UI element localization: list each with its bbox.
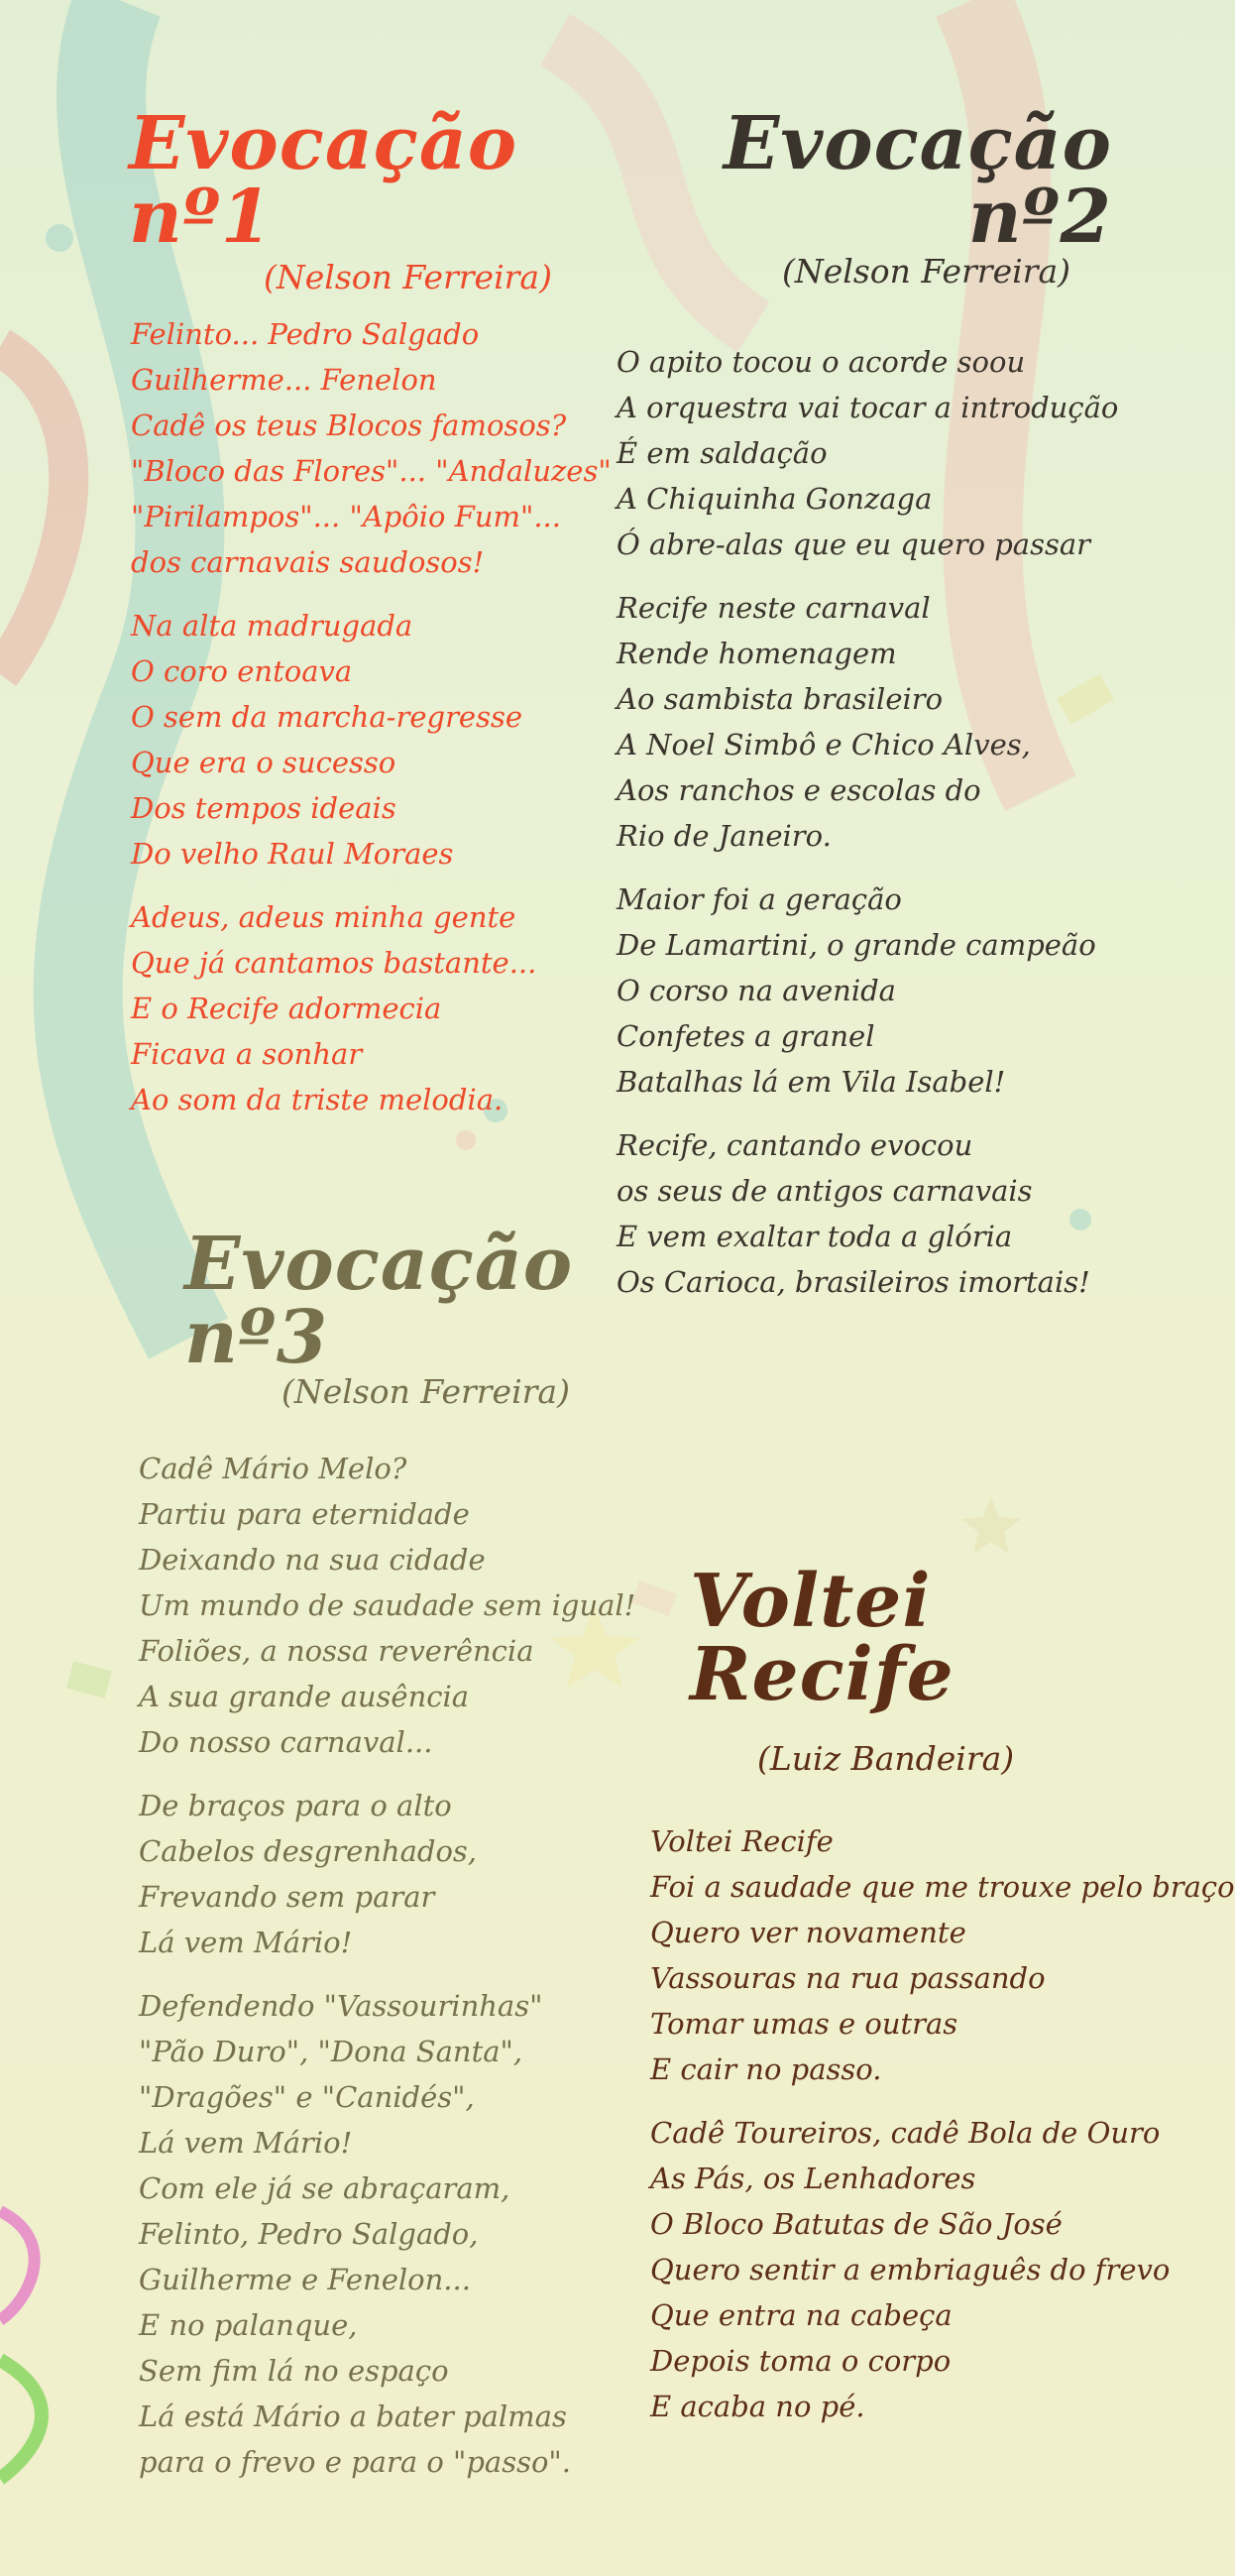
- lyric-line: E cair no passo.: [650, 2052, 882, 2087]
- lyric-line: A orquestra vai tocar a introdução: [617, 391, 1119, 425]
- lyric-line: E o Recife adormecia: [131, 992, 442, 1026]
- lyric-line: Guilherme... Fenelon: [131, 363, 437, 398]
- lyric-line: Que já cantamos bastante...: [131, 946, 537, 981]
- lyric-line: Vassouras na rua passando: [650, 1961, 1046, 1996]
- lyric-line: Lá vem Mário!: [139, 1926, 353, 1960]
- evocacao-2-lyrics: [617, 339, 1132, 1305]
- evocacao-3-lyrics: [139, 1446, 636, 2485]
- lyric-line: Cadê Mário Melo?: [139, 1452, 407, 1486]
- lyric-line: As Pás, os Lenhadores: [650, 2162, 976, 2196]
- voltei-recife: [626, 1559, 1235, 2447]
- lyric-line: Foliões, a nossa reverência: [139, 1634, 534, 1669]
- lyric-line: Defendendo "Vassourinhas": [139, 1989, 543, 2024]
- lyric-line: Rende homenagem: [617, 637, 897, 671]
- lyric-line: Um mundo de saudade sem igual!: [139, 1588, 636, 1623]
- stanza: [617, 585, 1132, 859]
- lyric-line: Ao sambista brasileiro: [617, 682, 944, 717]
- lyric-line: Frevando sem parar: [139, 1880, 435, 1915]
- stanza: [617, 1122, 1132, 1305]
- lyric-line: "Pão Duro", "Dona Santa",: [139, 2035, 523, 2069]
- lyric-line: A sua grande ausência: [139, 1680, 470, 1714]
- lyric-line: Quero sentir a embriaguês do frevo: [650, 2253, 1171, 2287]
- lyric-line: Cadê os teus Blocos famosos?: [131, 409, 567, 443]
- lyric-line: O corso na avenida: [617, 974, 896, 1008]
- lyric-line: É em saldação: [617, 436, 828, 471]
- lyric-line: Cadê Toureiros, cadê Bola de Ouro: [650, 2116, 1161, 2151]
- stanza: [617, 877, 1132, 1105]
- lyric-line: Do nosso carnaval...: [139, 1725, 433, 1760]
- evocacao-2-author: (Nelson Ferreira): [782, 252, 1070, 291]
- lyric-line: Sem fim lá no espaço: [139, 2354, 449, 2389]
- voltei-recife-author: (Luiz Bandeira): [757, 1739, 1015, 1778]
- lyric-line: Confetes a granel: [617, 1019, 875, 1054]
- lyric-line: "Dragões" e "Canidés",: [139, 2080, 475, 2115]
- lyric-line: os seus de antigos carnavais: [617, 1174, 1033, 1209]
- lyric-line: Na alta madrugada: [131, 609, 413, 644]
- lyric-line: E no palanque,: [139, 2308, 358, 2343]
- evocacao-3-title: Evocação nº3: [184, 1222, 574, 1380]
- lyric-line: Quero ver novamente: [650, 1916, 966, 1950]
- lyric-line: Lá vem Mário!: [139, 2126, 353, 2161]
- lyric-line: Ao som da triste melodia.: [131, 1083, 504, 1117]
- lyric-line: para o frevo e para o "passo".: [139, 2445, 571, 2480]
- lyric-line: Voltei Recife: [650, 1824, 834, 1859]
- lyric-line: Que entra na cabeça: [650, 2298, 953, 2333]
- lyric-line: Lá está Mário a bater palmas: [139, 2400, 567, 2434]
- lyric-line: "Pirilampos"... "Apôio Fum"...: [131, 500, 561, 534]
- lyric-line: Felinto, Pedro Salgado,: [139, 2217, 479, 2252]
- stanza: [139, 1783, 615, 1965]
- lyric-line: E acaba no pé.: [650, 2390, 865, 2424]
- lyric-line: Ficava a sonhar: [131, 1037, 363, 1072]
- lyric-line: Recife neste carnaval: [617, 591, 931, 626]
- voltei-recife-lyrics: [650, 1818, 1235, 2429]
- lyric-line: O sem da marcha-regresse: [131, 700, 523, 735]
- lyric-line: Ó abre-alas que eu quero passar: [617, 527, 1091, 562]
- evocacao-3: [139, 1222, 636, 2503]
- stanza: [650, 1818, 1235, 2092]
- evocacao-3-author: (Nelson Ferreira): [281, 1372, 570, 1411]
- lyric-line: Aos ranchos e escolas do: [617, 773, 981, 808]
- lyric-line: Cabelos desgrenhados,: [139, 1834, 478, 1869]
- stanza: [617, 339, 1132, 567]
- lyric-line: E vem exaltar toda a glória: [617, 1220, 1013, 1254]
- voltei-recife-title: Voltei Recife: [690, 1559, 954, 1717]
- lyric-line: "Bloco das Flores"... "Andaluzes": [131, 454, 612, 489]
- lyric-line: Felinto... Pedro Salgado: [131, 317, 480, 352]
- stanza: [139, 1983, 615, 2485]
- lyric-line: O Bloco Batutas de São José: [650, 2207, 1063, 2242]
- evocacao-2-title: Evocação nº2: [723, 101, 1112, 260]
- lyric-line: Deixando na sua cidade: [139, 1543, 486, 1578]
- evocacao-2: [617, 101, 1132, 1323]
- lyric-line: Os Carioca, brasileiros imortais!: [617, 1265, 1090, 1300]
- lyric-line: Rio de Janeiro.: [617, 819, 832, 854]
- lyric-line: A Noel Simbô e Chico Alves,: [617, 728, 1031, 762]
- lyric-line: O apito tocou o acorde soou: [617, 345, 1026, 380]
- lyric-line: Tomar umas e outras: [650, 2007, 958, 2042]
- lyric-line: Foi a saudade que me trouxe pelo braço: [650, 1870, 1235, 1905]
- stanza: [131, 311, 612, 585]
- evocacao-1: [129, 101, 612, 1140]
- stanza: [131, 894, 575, 1122]
- lyric-line: Que era o sucesso: [131, 746, 396, 780]
- lyric-line: Do velho Raul Moraes: [131, 837, 454, 872]
- evocacao-1-author: (Nelson Ferreira): [264, 258, 552, 296]
- lyric-line: De braços para o alto: [139, 1789, 452, 1823]
- lyric-line: Recife, cantando evocou: [617, 1128, 973, 1163]
- lyric-line: Guilherme e Fenelon...: [139, 2263, 471, 2297]
- lyric-line: Partiu para eternidade: [139, 1497, 470, 1532]
- lyric-line: A Chiquinha Gonzaga: [617, 482, 933, 517]
- evocacao-1-lyrics: [131, 311, 612, 1122]
- lyric-line: Depois toma o corpo: [650, 2344, 952, 2379]
- lyric-line: dos carnavais saudosos!: [131, 545, 485, 580]
- lyric-line: Adeus, adeus minha gente: [131, 900, 516, 935]
- stanza: [139, 1446, 636, 1765]
- stanza: [131, 603, 575, 877]
- lyric-line: Maior foi a geração: [617, 882, 902, 917]
- evocacao-1-title: Evocação nº1: [129, 101, 518, 260]
- lyric-line: Dos tempos ideais: [131, 791, 396, 826]
- lyric-line: Com ele já se abraçaram,: [139, 2171, 510, 2206]
- stanza: [650, 2110, 1171, 2429]
- lyric-line: O coro entoava: [131, 654, 353, 689]
- lyric-line: Batalhas lá em Vila Isabel!: [617, 1065, 1006, 1100]
- lyric-line: De Lamartini, o grande campeão: [617, 928, 1096, 963]
